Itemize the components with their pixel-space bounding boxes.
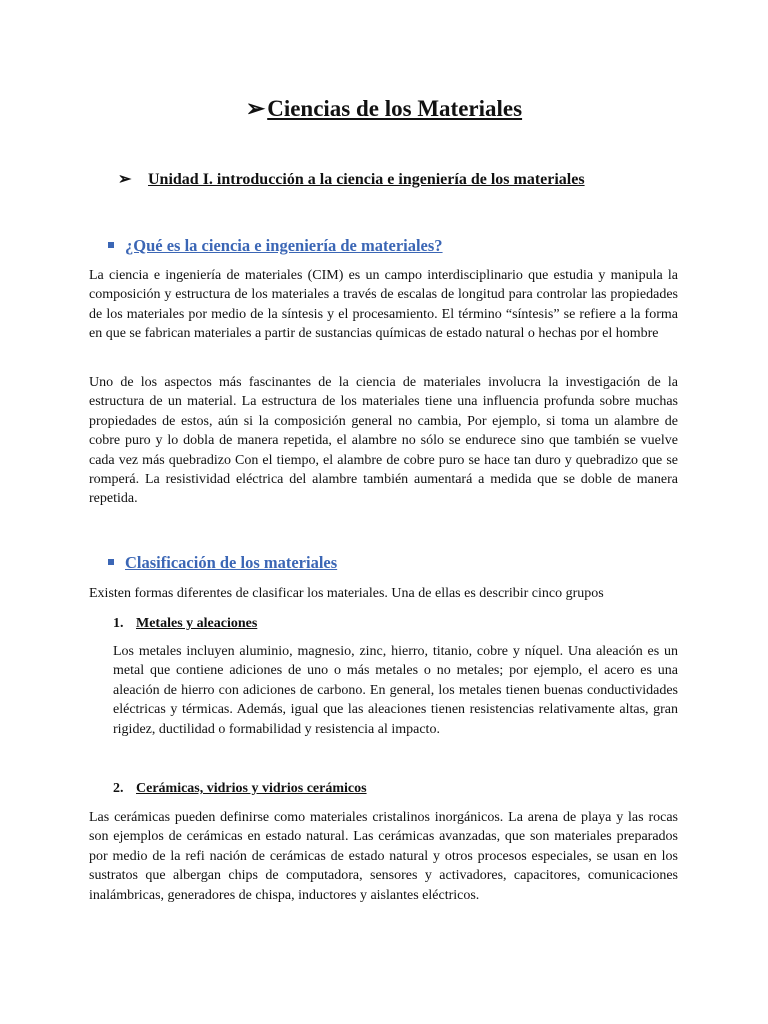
paragraph-metals: Los metales incluyen aluminio, magnesio, zinc, hierro, titanio, cobre y níquel. Una aleación es un metal que contiene adiciones de uno o más metales o no metales; por ejemplo, el acero es una aleación de hierro con adiciones de carbono. En general, los metales tienen buenas conductividades eléctricas y térmicas. Además, igual que las aleaciones tienen resistencias relativamente altas, gran rigidez, ductilidad o formabilidad y resistencia al impacto. (113, 644, 678, 737)
unit-heading (118, 170, 585, 190)
paragraph-cim-definition: La ciencia e ingeniería de materiales (CIM) es un campo interdisciplinario que estudia y manipula la composición y estructura de los materiales a través de escalas de longitud para controlar las propiedades de los materiales por medio de la síntesis y el procesamiento. El término “síntesis” se refiere a la forma en que se fabrican materiales a partir de sustancias químicas de estado natural o hechas por el hombre (89, 268, 678, 342)
list-item-heading-text: Metales y aleaciones (136, 616, 258, 631)
paragraph-classification-intro: Existen formas diferentes de clasificar los materiales. Una de ellas es describir cinco grupos (89, 586, 604, 601)
paragraph-structure: Uno de los aspectos más fascinantes de la ciencia de materiales involucra la investigación de la estructura de un material. La estructura de los materiales tiene una influencia profunda sobre muchas propiedades de estos, aún si la composición general no cambia, Por ejemplo, si toma un alambre de cobre puro y lo dobla de manera repetida, el alambre no sólo se endurece sino que también se vuelve cada vez más quebradizo Con el tiempo, el alambre de cobre puro se hace tan duro y quebradizo que se romperá. La resistividad eléctrica del alambre también aumentará a medida que se doble de manera repetida. (89, 375, 678, 507)
list-item-heading-ceramics (113, 779, 367, 798)
arrow-bullet-icon: ➢ (245, 96, 266, 121)
arrow-bullet-icon: ➢ (118, 171, 132, 188)
section-heading-text: ¿Qué es la ciencia e ingeniería de materiales? (125, 236, 443, 255)
section-heading-text: Clasificación de los materiales (125, 553, 338, 572)
unit-heading-text: Unidad I. introducción a la ciencia e ingeniería de los materiales (148, 171, 585, 188)
section-heading-what-is (108, 235, 443, 257)
square-bullet-icon (108, 242, 114, 248)
list-item-heading-text: Cerámicas, vidrios y vidrios cerámicos (136, 781, 367, 796)
paragraph-ceramics: Las cerámicas pueden definirse como materiales cristalinos inorgánicos. La arena de playa y las rocas son ejemplos de cerámicas en estado natural. Las cerámicas avanzadas, que son materiales preparados por medio de la refi nación de cerámicas de estado natural y otros procesos especiales, se usan en los sustratos que albergan chips de computadora, sensores y activadores, capacitores, comunicaciones inalámbricas, generadores de chispa, inductores y aislantes eléctricos. (89, 810, 678, 903)
list-number: 1. (113, 616, 124, 631)
page-title-text: Ciencias de los Materiales (267, 96, 523, 121)
square-bullet-icon (108, 559, 114, 565)
list-number: 2. (113, 781, 124, 796)
section-heading-classification (108, 552, 337, 574)
page-title (0, 94, 768, 124)
list-item-heading-metals (113, 614, 257, 633)
